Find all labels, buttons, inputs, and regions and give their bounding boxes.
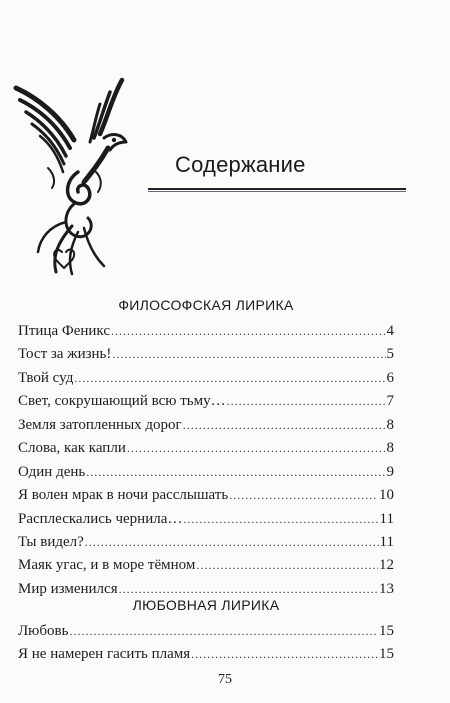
toc-entry-page: 8 xyxy=(386,440,394,457)
dot-leader xyxy=(85,531,379,554)
dot-leader xyxy=(191,643,378,666)
toc-entry-page: 11 xyxy=(379,533,394,550)
toc-entry-page: 4 xyxy=(386,323,394,339)
toc-entry[interactable] xyxy=(18,554,394,577)
page-number: 75 xyxy=(218,672,232,687)
toc-entry[interactable] xyxy=(18,414,394,437)
toc-entry-page: 6 xyxy=(386,369,394,386)
dot-leader xyxy=(227,390,386,413)
section-love-lyrics xyxy=(18,597,394,667)
toc-entry[interactable] xyxy=(18,320,394,343)
section-heading: ФИЛОСОФСКАЯ ЛИРИКА xyxy=(118,297,294,313)
toc-entry-title: Любовь xyxy=(18,623,69,639)
toc-entry[interactable] xyxy=(18,461,394,484)
toc-entry[interactable] xyxy=(18,367,394,390)
toc-entry-page: 11 xyxy=(379,510,394,527)
toc-entry[interactable] xyxy=(18,390,394,413)
dot-leader xyxy=(86,461,385,484)
toc-list xyxy=(18,320,394,601)
toc-entry-title: Один день xyxy=(18,463,86,480)
dot-leader xyxy=(69,620,378,643)
toc-entry-page: 5 xyxy=(386,346,394,363)
dot-leader xyxy=(74,367,385,390)
toc-entry-title: Маяк угас, и в море тёмном xyxy=(18,557,196,574)
dot-leader xyxy=(196,554,378,577)
toc-entry-title: Свет, сокрушающий всю тьму… xyxy=(18,393,226,410)
dot-leader xyxy=(111,320,386,343)
toc-entry-title: Я волен мрак в ночи расслышать xyxy=(18,487,229,504)
toc-entry-title: Птица Феникс xyxy=(18,323,110,339)
dot-leader xyxy=(112,343,385,366)
toc-entry-title: Земля затопленных дорог xyxy=(18,416,182,433)
toc-entry-title: Я не намерен гасить пламя xyxy=(18,646,191,663)
toc-entry[interactable] xyxy=(18,343,394,366)
section-philosophical-lyrics xyxy=(18,297,394,601)
title-divider xyxy=(148,188,406,190)
toc-entry-page: 8 xyxy=(386,416,394,433)
toc-entry[interactable] xyxy=(18,531,394,554)
toc-entry-title: Твой суд xyxy=(18,369,74,386)
section-heading: ЛЮБОВНАЯ ЛИРИКА xyxy=(132,597,280,613)
dot-leader xyxy=(183,508,378,531)
toc-entry-title: Мир изменился xyxy=(18,580,118,597)
toc-entry-page: 15 xyxy=(379,646,394,663)
toc-entry-title: Слова, как капли xyxy=(18,440,126,457)
toc-entry-page: 13 xyxy=(379,580,394,597)
toc-entry-page: 10 xyxy=(379,487,394,504)
toc-entry-title: Тост за жизнь! xyxy=(18,346,112,363)
toc-entry[interactable] xyxy=(18,484,394,507)
toc-entry[interactable] xyxy=(18,508,394,531)
toc-entry[interactable] xyxy=(18,643,394,666)
dot-leader xyxy=(127,437,386,460)
toc-entry-page: 9 xyxy=(386,463,394,480)
dot-leader xyxy=(229,484,378,507)
dot-leader xyxy=(183,414,386,437)
page-title: Содержание xyxy=(175,152,306,177)
phoenix-icon xyxy=(8,76,148,276)
toc-entry-page: 12 xyxy=(379,557,394,574)
toc-entry-title: Ты видел? xyxy=(18,533,84,550)
toc-entry[interactable] xyxy=(18,437,394,460)
toc-entry-title: Расплескались чернила… xyxy=(18,510,183,527)
toc-entry-page: 7 xyxy=(386,393,394,410)
toc-entry[interactable] xyxy=(18,620,394,643)
toc-entry-page: 15 xyxy=(379,623,394,639)
toc-list xyxy=(18,620,394,667)
